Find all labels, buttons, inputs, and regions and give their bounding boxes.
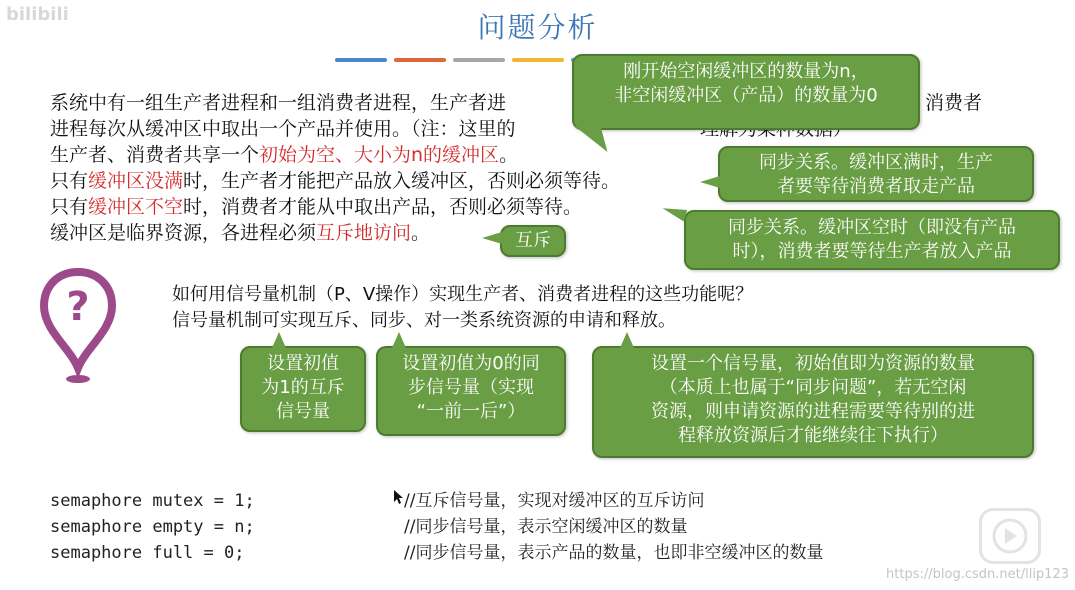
callout-mutex-tail [482,232,502,244]
highlight-empty-buffer: 初始为空、大小为n的缓冲区 [259,144,500,166]
bilibili-logo: bilibili [6,4,69,25]
para-line-1 [50,90,506,116]
callout-initial-state [572,54,920,130]
para-line-1-text: 系统中有一组生产者进程和一组消费者进程，生产者进 [50,92,507,114]
callout-sync-full-line-2: 者要等待消费者取走产品 [777,176,975,197]
callout-sync-empty-line-2: 时），消费者要等待生产者放入产品 [732,241,1012,262]
code-comment-mutex: //互斥信号量，实现对缓冲区的互斥访问 [404,491,705,511]
para-line-6 [50,220,430,246]
divider-segment-4 [512,58,564,62]
callout-mutex-text: 互斥 [515,230,551,251]
question-pin-icon [40,268,116,388]
callout-sync-empty-line-1: 同步关系。缓冲区空时（即没有产品 [728,217,1016,238]
code-comment-empty: //同步信号量，表示空闲缓冲区的数量 [404,517,688,537]
para-line-4 [50,168,620,194]
play-button-icon[interactable] [979,508,1041,564]
divider-segment-1 [335,58,387,62]
code-line-empty: semaphore empty = n; [50,517,255,537]
para-line-2-text: 进程每次从缓冲区中取出一个产品并使用。（注：这里的 [50,118,516,140]
svg-text:?: ? [66,284,90,330]
callout-resource-sem-line-3: 资源，则申请资源的进程需要等待别的进 [651,401,975,422]
slide-title: 问题分析 [477,11,598,44]
code-comment-full: //同步信号量，表示产品的数量，也即非空缓冲区的数量 [404,543,824,563]
callout-resource-sem-line-4: 程释放资源后才能继续往下执行） [678,425,948,446]
para-line-2 [50,116,516,142]
highlight-not-empty: 缓冲区不空 [88,196,184,218]
callout-mutex-semaphore [240,346,366,432]
callout-sync-full-tail [700,176,720,188]
question-line-2: 信号量机制可实现互斥、同步、对一类系统资源的申请和释放。 [172,310,676,331]
callout-mutex-sem-line-1: 设置初值 [267,353,339,374]
para-line-6-end: 。 [411,222,431,244]
callout-mutex-sem-line-3: 信号量 [276,401,330,422]
highlight-not-full: 缓冲区没满 [88,170,184,192]
para-line-4-end: 时，生产者才能把产品放入缓冲区，否则必须等待。 [183,170,621,192]
callout-sync-sem-line-2: 步信号量（实现 [408,377,534,398]
callout-sync-semaphore [376,346,566,436]
callout-sync-full [718,146,1034,202]
para-line-6-text: 缓冲区是临界资源，各进程必须 [50,222,317,244]
callout-sync-semaphore-tail [392,332,406,348]
callout-mutex-semaphore-tail [272,332,286,348]
para-line-5 [50,194,582,220]
para-line-3-end: 。 [499,144,519,166]
divider-segment-3 [453,58,505,62]
callout-mutex [500,225,566,257]
para-line-3-text: 生产者、消费者共享一个 [50,144,260,166]
para-line-3 [50,142,518,168]
question-line-1: 如何用信号量机制（P、V操作）实现生产者、消费者进程的这些功能呢？ [172,284,754,305]
para-line-1-tail: 消费者 [925,92,983,114]
para-line-4-text: 只有 [50,170,89,192]
callout-sync-full-line-1: 同步关系。缓冲区满时，生产 [759,152,993,173]
callout-initial-line-2: 非空闲缓冲区（产品）的数量为0 [614,85,878,106]
para-line-5-end: 时，消费者才能从中取出产品，否则必须等待。 [183,196,583,218]
divider-segment-2 [394,58,446,62]
code-line-full: semaphore full = 0; [50,543,245,563]
callout-sync-empty [684,210,1060,270]
callout-resource-sem-line-1: 设置一个信号量，初始值即为资源的数量 [651,353,975,374]
mouse-cursor-icon [394,489,404,508]
highlight-mutex-access: 互斥地访问 [316,222,412,244]
callout-resource-semaphore-tail [620,332,634,348]
callout-resource-semaphore [592,346,1034,458]
callout-sync-sem-line-3: “一前一后”） [416,401,526,422]
callout-resource-sem-line-2: （本质上也属于“同步问题”，若无空闲 [659,377,967,398]
para-line-5-text: 只有 [50,196,89,218]
callout-sync-sem-line-1: 设置初值为0的同 [402,353,540,374]
callout-sync-empty-tail [661,203,688,222]
code-line-mutex: semaphore mutex = 1; [50,491,255,511]
callout-mutex-sem-line-2: 为1的互斥 [261,377,345,398]
watermark-url: https://blog.csdn.net/llip123 [886,567,1069,582]
callout-initial-line-1: 刚开始空闲缓冲区的数量为n， [623,61,869,82]
